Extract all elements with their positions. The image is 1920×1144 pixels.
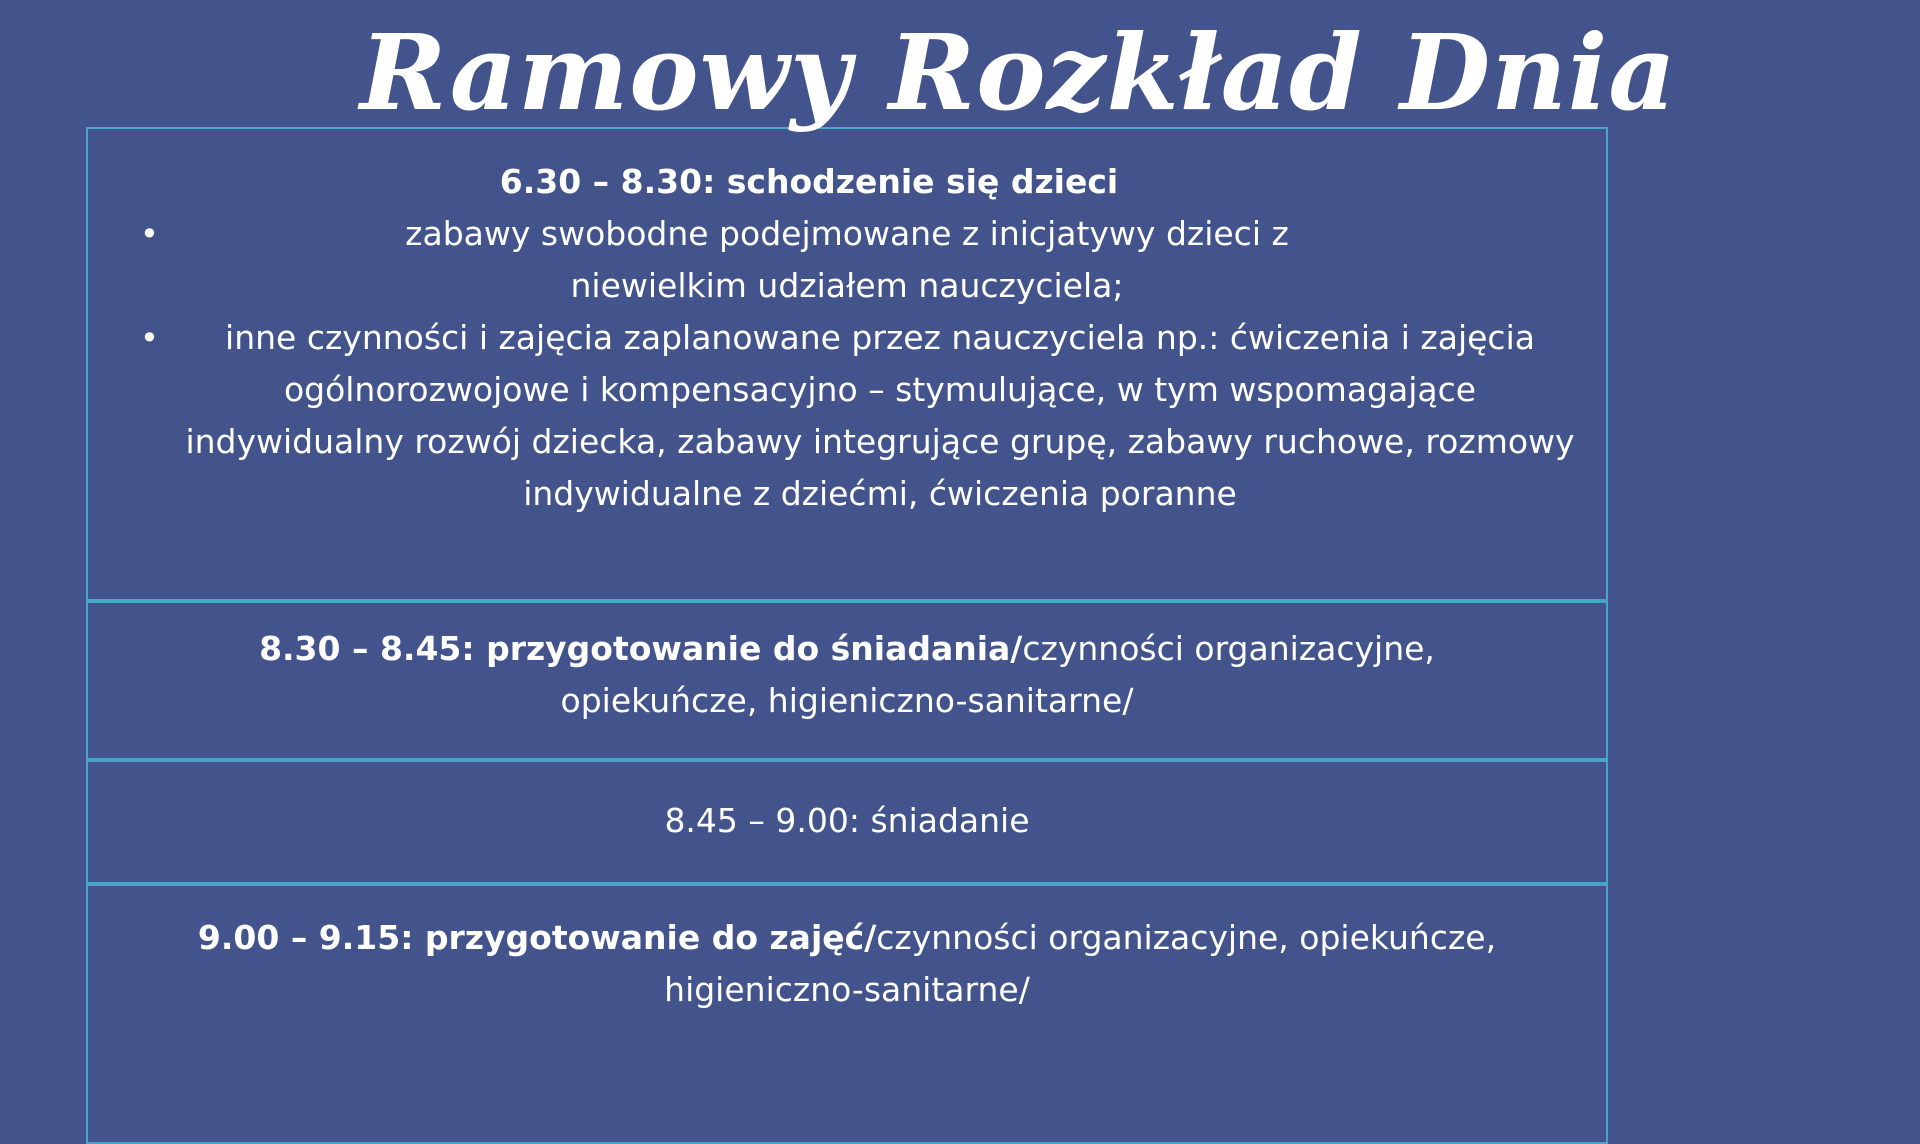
schedule-row-breakfast xyxy=(86,760,1608,885)
row-description: czynności organizacyjne, opiekuńcze, higieniczno-sanitarne/ xyxy=(664,918,1497,1009)
row-heading: 6.30 – 8.30: schodzenie się dzieci xyxy=(499,162,1119,201)
list-item: • inne czynności i zajęcia zaplanowane przez nauczyciela np.: ćwiczenia i zajęcia ogólnorozwojowe i kompensacyjno – stymulujące, w tym wspomagające indywidualny rozwój dziecka, zabawy integrujące grupę, zabawy ruchowe, rozmowy indywidualne z dziećmi, ćwiczenia poranne xyxy=(88,312,1606,520)
row-content: 8.45 – 9.00: śniadanie xyxy=(664,801,1030,840)
schedule-row-class-prep xyxy=(86,884,1608,1144)
schedule-row-arrival xyxy=(86,127,1608,602)
row-content xyxy=(88,603,1606,727)
page-title: Ramowy Rozkład Dnia xyxy=(360,11,1677,134)
row-time-label: 9.00 – 9.15: przygotowanie do zajęć/ xyxy=(197,918,877,957)
row-time-label: 8.30 – 8.45: przygotowanie do śniadania/ xyxy=(259,629,1023,668)
schedule-table xyxy=(86,127,1612,1127)
list-item: • zabawy swobodne podejmowane z inicjatywy dzieci z niewielkim udziałem nauczyciela; xyxy=(88,208,1606,312)
schedule-row-breakfast-prep xyxy=(86,601,1608,761)
activity-list xyxy=(88,208,1606,520)
row-content xyxy=(88,886,1606,1016)
row-description: czynności organizacyjne, opiekuńcze, higieniczno-sanitarne/ xyxy=(560,629,1435,720)
